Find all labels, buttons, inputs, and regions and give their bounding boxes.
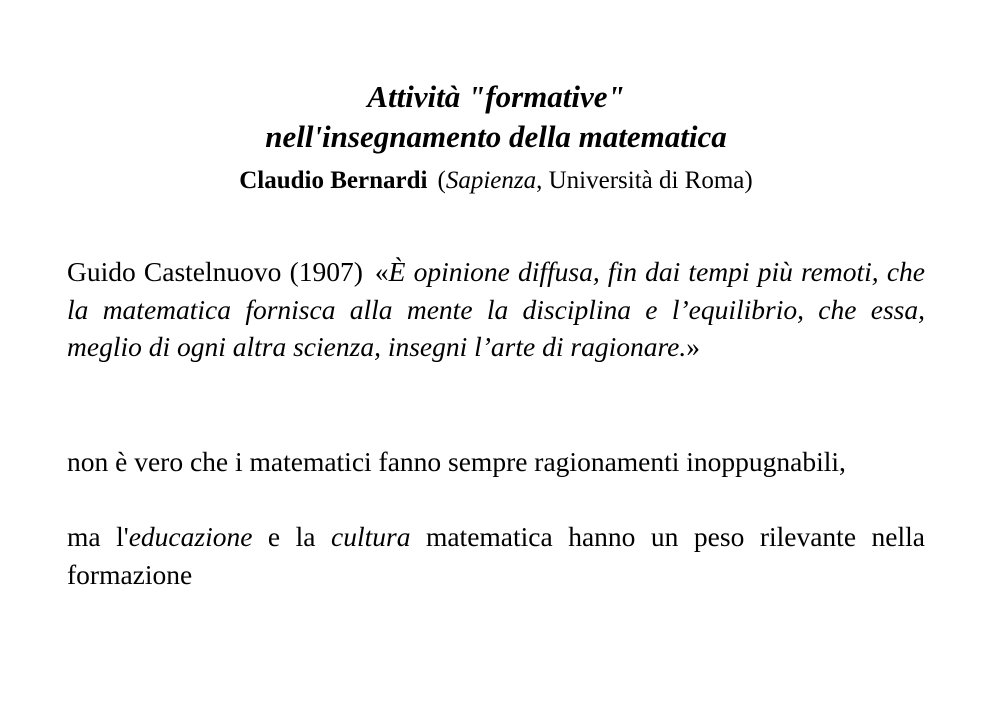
- author-name: Claudio Bernardi: [239, 167, 428, 194]
- paragraph-3-part-2: e la: [252, 521, 331, 552]
- author-open-paren: (: [437, 167, 446, 194]
- author-institution-rest: , Università di Roma): [536, 167, 753, 194]
- paragraph-3-em-educazione: educazione: [128, 521, 253, 552]
- paragraph-3: [67, 518, 925, 593]
- quote-text: È opinione diffusa, fin dai tempi più remoti, che la matematica fornisca alla mente la disciplina e l’equilibrio, che essa, meglio di ogni altra scienza, insegni l’arte di ragionare.: [67, 256, 925, 362]
- quote-open-guillemet: «: [374, 256, 389, 287]
- quote-close-guillemet: »: [686, 331, 700, 362]
- paragraph-3-part-1: ma l': [67, 521, 129, 552]
- paragraph-3-part-3: matematica hanno un peso rilevante nella formazione: [67, 521, 925, 590]
- author-line: [0, 165, 992, 197]
- author-institution-italic: Sapienza: [445, 167, 537, 194]
- title-line-2: nell'insegnamento della matematica: [265, 119, 727, 154]
- paragraph-3-em-cultura: cultura: [331, 521, 411, 552]
- quote-paragraph: [67, 253, 925, 366]
- paragraph-2: non è vero che i matematici fanno sempre ragionamenti inoppugnabili,: [67, 446, 846, 477]
- quote-attribution: Guido Castelnuovo (1907): [67, 256, 363, 287]
- title-line-1: Attività "formative": [367, 79, 625, 114]
